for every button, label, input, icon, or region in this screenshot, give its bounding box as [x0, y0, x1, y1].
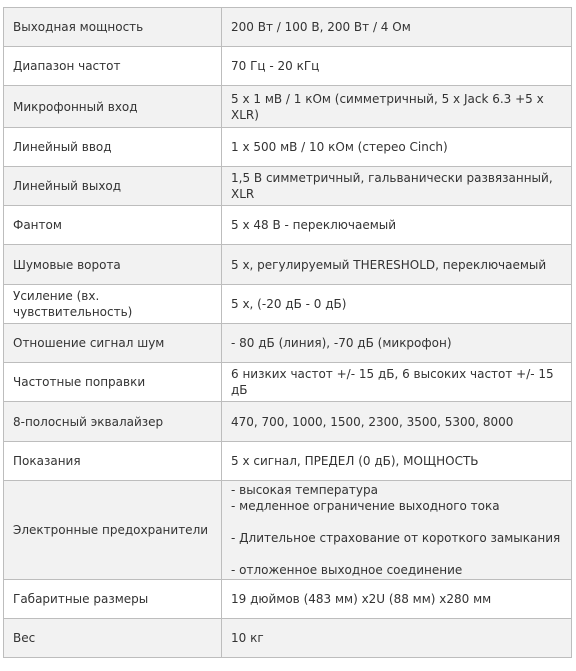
fuse-item: - Длительное страхование от короткого замыкания: [231, 531, 561, 545]
spec-label: Вес: [4, 619, 222, 658]
spec-label: Электронные предохранители: [4, 481, 222, 580]
spec-label: Габаритные размеры: [4, 580, 222, 619]
spec-value-text: 5 x, регулируемый THERESHOLD, переключаемый: [231, 257, 547, 272]
spec-value: [222, 8, 572, 47]
table-row: [4, 402, 572, 442]
spec-label: Частотные поправки: [4, 363, 222, 402]
spec-value: [222, 86, 572, 128]
table-row: [4, 128, 572, 167]
spec-value-text: 19 дюймов (483 мм) x2U (88 мм) x280 мм: [231, 592, 492, 606]
table-row: [4, 8, 572, 47]
fuse-spacer: [231, 514, 571, 530]
spec-label: Отношение сигнал шум: [4, 324, 222, 363]
spec-label: Линейный ввод: [4, 128, 222, 167]
table-row: [4, 442, 572, 481]
table-row: [4, 363, 572, 402]
table-row: [4, 206, 572, 245]
spec-value: [222, 481, 572, 580]
spec-label: Фантом: [4, 206, 222, 245]
spec-value: [222, 619, 572, 658]
spec-value: [222, 285, 572, 324]
spec-value-text: 5 x, (-20 дБ - 0 дБ): [231, 297, 347, 311]
spec-value-text: 6 низких частот +/- 15 дБ, 6 высоких частот +/- 15 дБ: [231, 367, 554, 397]
spec-value: [222, 47, 572, 86]
spec-value-text: 5 x сигнал, ПРЕДЕЛ (0 дБ), МОЩНОСТЬ: [231, 454, 479, 468]
table-row: [4, 47, 572, 86]
spec-value-text: 1 x 500 мВ / 10 кОм (стерео Cinch): [231, 140, 448, 154]
table-row: [4, 580, 572, 619]
fuse-list: [231, 482, 571, 578]
table-row: [4, 324, 572, 363]
fuse-item: - медленное ограничение выходного тока: [231, 499, 500, 513]
spec-value: [222, 580, 572, 619]
spec-value-text: 5 x 1 мВ / 1 кОм (симметричный, 5 x Jack 6.3 +5 x XLR): [231, 91, 544, 122]
spec-value-text: 10 кг: [231, 631, 264, 645]
fuse-item: - высокая температура: [231, 483, 378, 497]
spec-label: 8-полосный эквалайзер: [4, 402, 222, 442]
spec-label: Выходная мощность: [4, 8, 222, 47]
spec-label: Шумовые ворота: [4, 245, 222, 285]
spec-value: [222, 206, 572, 245]
spec-value: [222, 363, 572, 402]
spec-label: Микрофонный вход: [4, 86, 222, 128]
table-row: [4, 285, 572, 324]
table-row: [4, 167, 572, 206]
spec-label: Диапазон частот: [4, 47, 222, 86]
spec-label: Линейный выход: [4, 167, 222, 206]
table-row: [4, 619, 572, 658]
spec-value: [222, 245, 572, 285]
fuse-item: - отложенное выходное соединение: [231, 563, 463, 577]
spec-label: Усиление (вх. чувствительность): [4, 285, 222, 324]
spec-value-text: 70 Гц - 20 кГц: [231, 59, 320, 73]
spec-value-text: 470, 700, 1000, 1500, 2300, 3500, 5300, 8000: [231, 414, 514, 429]
spec-value-text: 1,5 В симметричный, гальванически развязанный, XLR: [231, 171, 553, 201]
spec-value: [222, 167, 572, 206]
spec-value: [222, 324, 572, 363]
fuse-spacer: [231, 546, 571, 562]
spec-value-text: - 80 дБ (линия), -70 дБ (микрофон): [231, 336, 452, 350]
spec-value: [222, 128, 572, 167]
table-row: [4, 481, 572, 580]
spec-value: [222, 402, 572, 442]
spec-value-text: 200 Вт / 100 В, 200 Вт / 4 Ом: [231, 20, 411, 34]
spec-label: Показания: [4, 442, 222, 481]
table-row: [4, 86, 572, 128]
table-row: [4, 245, 572, 285]
spec-value: [222, 442, 572, 481]
specifications-table: [3, 7, 572, 658]
spec-value-text: 5 x 48 В - переключаемый: [231, 218, 397, 232]
